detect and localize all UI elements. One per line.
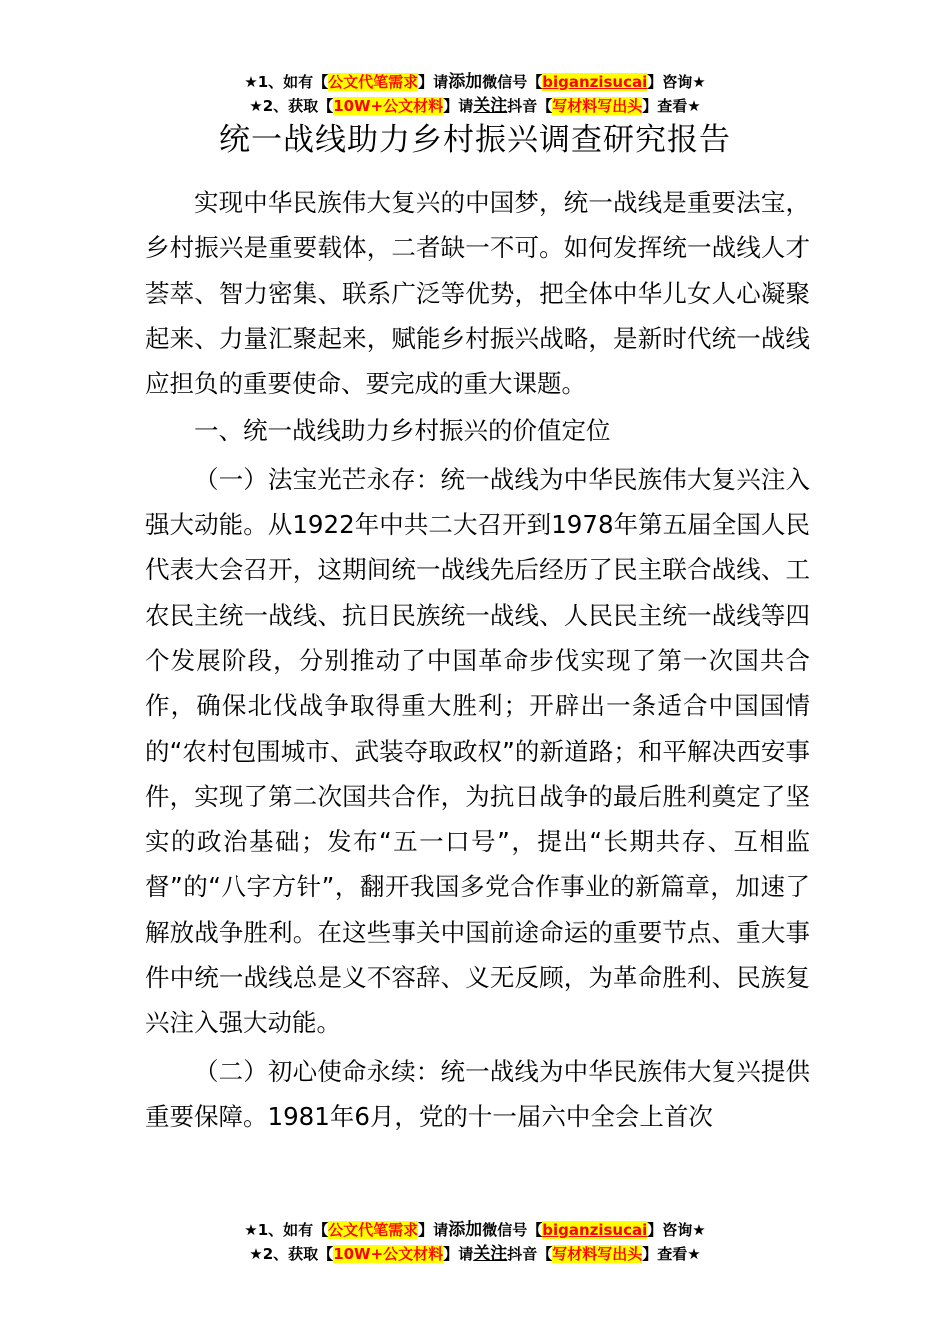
banner-douyin-account: 写材料写出头 <box>552 97 643 115</box>
footer-line-2-suffix: 】查看★ <box>642 1245 701 1263</box>
banner-line-2-mid: 】请 <box>443 97 474 115</box>
paragraph-intro: 实现中华民族伟大复兴的中国梦，统一战线是重要法宝，乡村振兴是重要载体，二者缺一不可。如何发挥统一战线人才荟萃、智力密集、联系广泛等优势，把全体中华儿女人心凝聚起来、力量汇聚起来，赋能乡村振兴战略，是新时代统一战线应担负的重要使命、要完成的重大课题。 <box>145 188 810 399</box>
banner-emphasis-add: 添加 <box>448 72 483 92</box>
banner-line-1-mid2: 微信号【 <box>482 73 543 91</box>
footer-banner <box>0 1218 950 1266</box>
footer-line-1-prefix: ★1、如有【 <box>244 1221 329 1239</box>
banner-line-2 <box>0 94 950 118</box>
paragraph-subsection-2: （二）初心使命永续：统一战线为中华民族伟大复兴提供重要保障。1981年6月，党的十一届六中全会上首次 <box>145 1056 810 1131</box>
header-banner <box>0 70 950 118</box>
footer-banner-line-1 <box>0 1218 950 1242</box>
banner-highlight-materials: 10W+公文材料 <box>333 97 444 115</box>
document-title: 统一战线助力乡村振兴调查研究报告 <box>219 122 731 158</box>
footer-line-1-suffix: 】咨询★ <box>647 1221 706 1239</box>
banner-line-1-prefix: ★1、如有【 <box>244 73 329 91</box>
footer-banner-line-2 <box>0 1242 950 1266</box>
footer-line-2-mid2: 抖音【 <box>507 1245 553 1263</box>
footer-line-2-prefix: ★2、获取【 <box>249 1245 334 1263</box>
footer-highlight-service: 公文代笔需求 <box>328 1221 419 1239</box>
footer-douyin-account: 写材料写出头 <box>552 1245 643 1263</box>
footer-highlight-materials: 10W+公文材料 <box>333 1245 444 1263</box>
banner-line-2-mid2: 抖音【 <box>507 97 553 115</box>
footer-line-1-mid: 】请 <box>418 1221 449 1239</box>
banner-line-1-mid: 】请 <box>418 73 449 91</box>
document-body <box>145 180 810 1139</box>
banner-line-2-suffix: 】查看★ <box>642 97 701 115</box>
footer-line-2-mid: 】请 <box>443 1245 474 1263</box>
banner-line-1-suffix: 】咨询★ <box>647 73 706 91</box>
banner-highlight-service: 公文代笔需求 <box>328 73 419 91</box>
footer-line-1-mid2: 微信号【 <box>482 1221 543 1239</box>
footer-emphasis-follow: 关注 <box>473 1244 508 1264</box>
banner-emphasis-follow: 关注 <box>473 96 508 116</box>
banner-wechat-id: biganzisucai <box>542 73 648 91</box>
section-heading-1: 一、统一战线助力乡村振兴的价值定位 <box>194 416 611 446</box>
footer-wechat-id: biganzisucai <box>542 1221 648 1239</box>
banner-line-2-prefix: ★2、获取【 <box>249 97 334 115</box>
paragraph-subsection-1: （一）法宝光芒永存：统一战线为中华民族伟大复兴注入强大动能。从1922年中共二大召开到1978年第五届全国人民代表大会召开，这期间统一战线先后经历了民主联合战线、工农民主统一战线、抗日民族统一战线、人民民主统一战线等四个发展阶段，分别推动了中国革命步伐实现了第一次国共合作，确保北伐战争取得重大胜利；开辟出一条适合中国国情的“农村包围城市、武装夺取政权”的新道路；和平解决西安事件，实现了第二次国共合作，为抗日战争的最后胜利奠定了坚实的政治基础；发布“五一口号”，提出“长期共存、互相监督”的“八字方针”，翻开我国多党合作事业的新篇章，加速了解放战争胜利。在这些事关中国前途命运的重要节点、重大事件中统一战线总是义不容辞、义无反顾，为革命胜利、民族复兴注入强大动能。 <box>145 464 810 1038</box>
footer-emphasis-add: 添加 <box>448 1220 483 1240</box>
banner-line-1 <box>0 70 950 94</box>
